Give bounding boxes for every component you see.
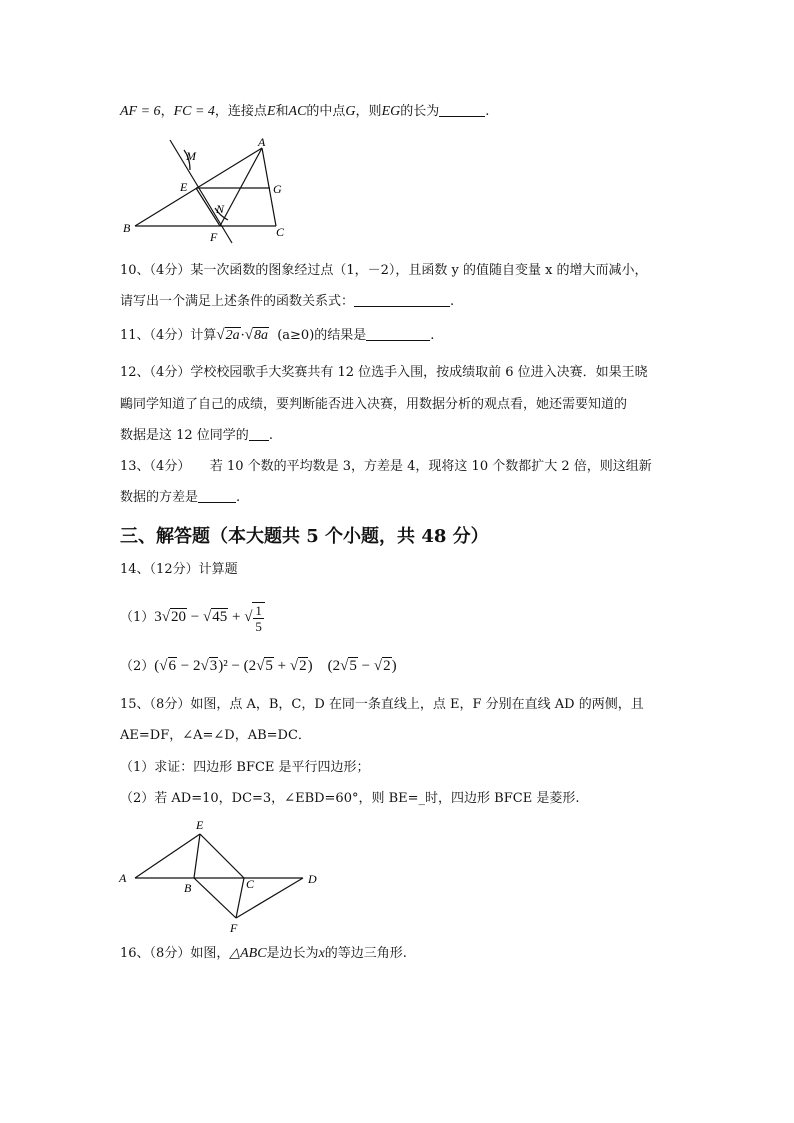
q9-given-af: AF = 6 xyxy=(120,104,161,119)
q12-answer-blank[interactable] xyxy=(249,427,269,441)
q10-line-2: 请写出一个满足上述条件的函数关系式： . xyxy=(120,294,455,309)
q15-line-1: 15、（8分）如图，点 A，B，C，D 在同一条直线上，点 E，F 分别在直线 AD 的两侧，且 xyxy=(120,697,644,712)
q13-line-2: 数据的方差是 . xyxy=(120,490,241,505)
q14-part-2: （2）(√6 − 2√3)² − (2√5 + √2) (2√5 − √2) xyxy=(120,658,397,674)
fig2-segment-eb xyxy=(194,834,200,878)
q14-title: 14、（12分）计算题 xyxy=(120,562,238,577)
q11-radicand-1: 2a xyxy=(225,328,240,343)
q16-triangle: △ABC xyxy=(229,946,267,961)
q14-fraction: $\frac{1}{5}$ xyxy=(252,602,265,634)
fig2-segment-bf xyxy=(194,878,236,918)
fig1-segment-ab xyxy=(135,148,262,226)
fig1-label-a: A xyxy=(258,135,266,149)
fig1-arc-n xyxy=(215,208,228,220)
fig2-segment-fd xyxy=(236,878,303,918)
q9-line: AF = 6，FC = 4，连接点E和AC的中点G，则EG的长为 . xyxy=(120,104,490,119)
fig1-label-b: B xyxy=(123,221,131,235)
q13-line-1: 13、（4分） 若 10 个数的平均数是 3，方差是 4，现将这 10 个数都扩大 2 倍，则这组新 xyxy=(120,459,652,474)
q11-radicand-2: 8a xyxy=(253,328,268,343)
q9-given-fc: FC = 4 xyxy=(173,104,215,119)
fig2-label-b: B xyxy=(184,881,192,895)
q12-line-1: 12、（4分）学校校园歌手大奖赛共有 12 位选手入围，按成绩取前 6 位进入决赛．如果王晓 xyxy=(120,365,648,380)
fig2-label-c: C xyxy=(246,877,255,891)
fig2-label-f: F xyxy=(230,921,238,935)
fig1-bisector-mn xyxy=(170,140,232,243)
fig2-segment-ec xyxy=(200,834,244,878)
fig1-label-c: C xyxy=(276,225,285,239)
q11-answer-blank[interactable] xyxy=(366,327,430,341)
fig1-label-e: E xyxy=(180,180,188,194)
q15-line-2: AE=DF，∠A=∠D，AB=DC． xyxy=(120,728,311,743)
q16-line: 16、（8分）如图，△ABC是边长为x的等边三角形. xyxy=(120,946,407,961)
fig1-arc-m xyxy=(184,150,190,170)
fig2-label-e: E xyxy=(196,818,204,832)
fig2-label-a: A xyxy=(119,871,127,885)
fig1-label-n: N xyxy=(216,202,225,216)
q14-part-1: （1）3√20 − √45 + √ $\frac{1}{5}$ xyxy=(120,600,265,635)
fig1-label-m: M xyxy=(186,149,196,163)
q11-line: 11、（4分）计算√2a·√8a (a≥0)的结果是 . xyxy=(120,327,435,343)
fig1-segment-ac xyxy=(262,148,276,226)
q16-variable: x xyxy=(318,946,325,961)
fig1-label-f: F xyxy=(210,230,218,244)
q9-answer-blank[interactable] xyxy=(439,103,485,117)
q10-answer-blank[interactable] xyxy=(354,293,450,307)
q15-line-4: （2）若 AD=10，DC=3，∠EBD=60°，则 BE=_时，四边形 BFCE 是菱形. xyxy=(120,791,580,806)
fig2-label-d: D xyxy=(308,872,317,886)
fig1-label-g: G xyxy=(273,182,282,196)
fig1-segment-af xyxy=(220,148,262,226)
q12-line-2: 鷗同学知道了自己的成绩，要判断能否进入决赛，用数据分析的观点看，她还需要知道的 xyxy=(120,397,628,412)
fig1-segment-ef xyxy=(196,188,220,226)
section-3-heading: 三、解答题（本大题共 5 个小题，共 48 分） xyxy=(120,526,489,547)
fig2-segment-cf xyxy=(236,878,244,918)
q13-answer-blank[interactable] xyxy=(198,489,236,503)
q12-line-3: 数据是这 12 位同学的 . xyxy=(120,428,273,443)
q10-line-1: 10、（4分）某一次函数的图象经过点（1，－2），且函数 y 的值随自变量 x 的增大而减小， xyxy=(120,263,648,278)
fig2-segment-ae xyxy=(135,834,200,878)
q15-line-3: （1）求证：四边形 BFCE 是平行四边形； xyxy=(120,760,370,775)
